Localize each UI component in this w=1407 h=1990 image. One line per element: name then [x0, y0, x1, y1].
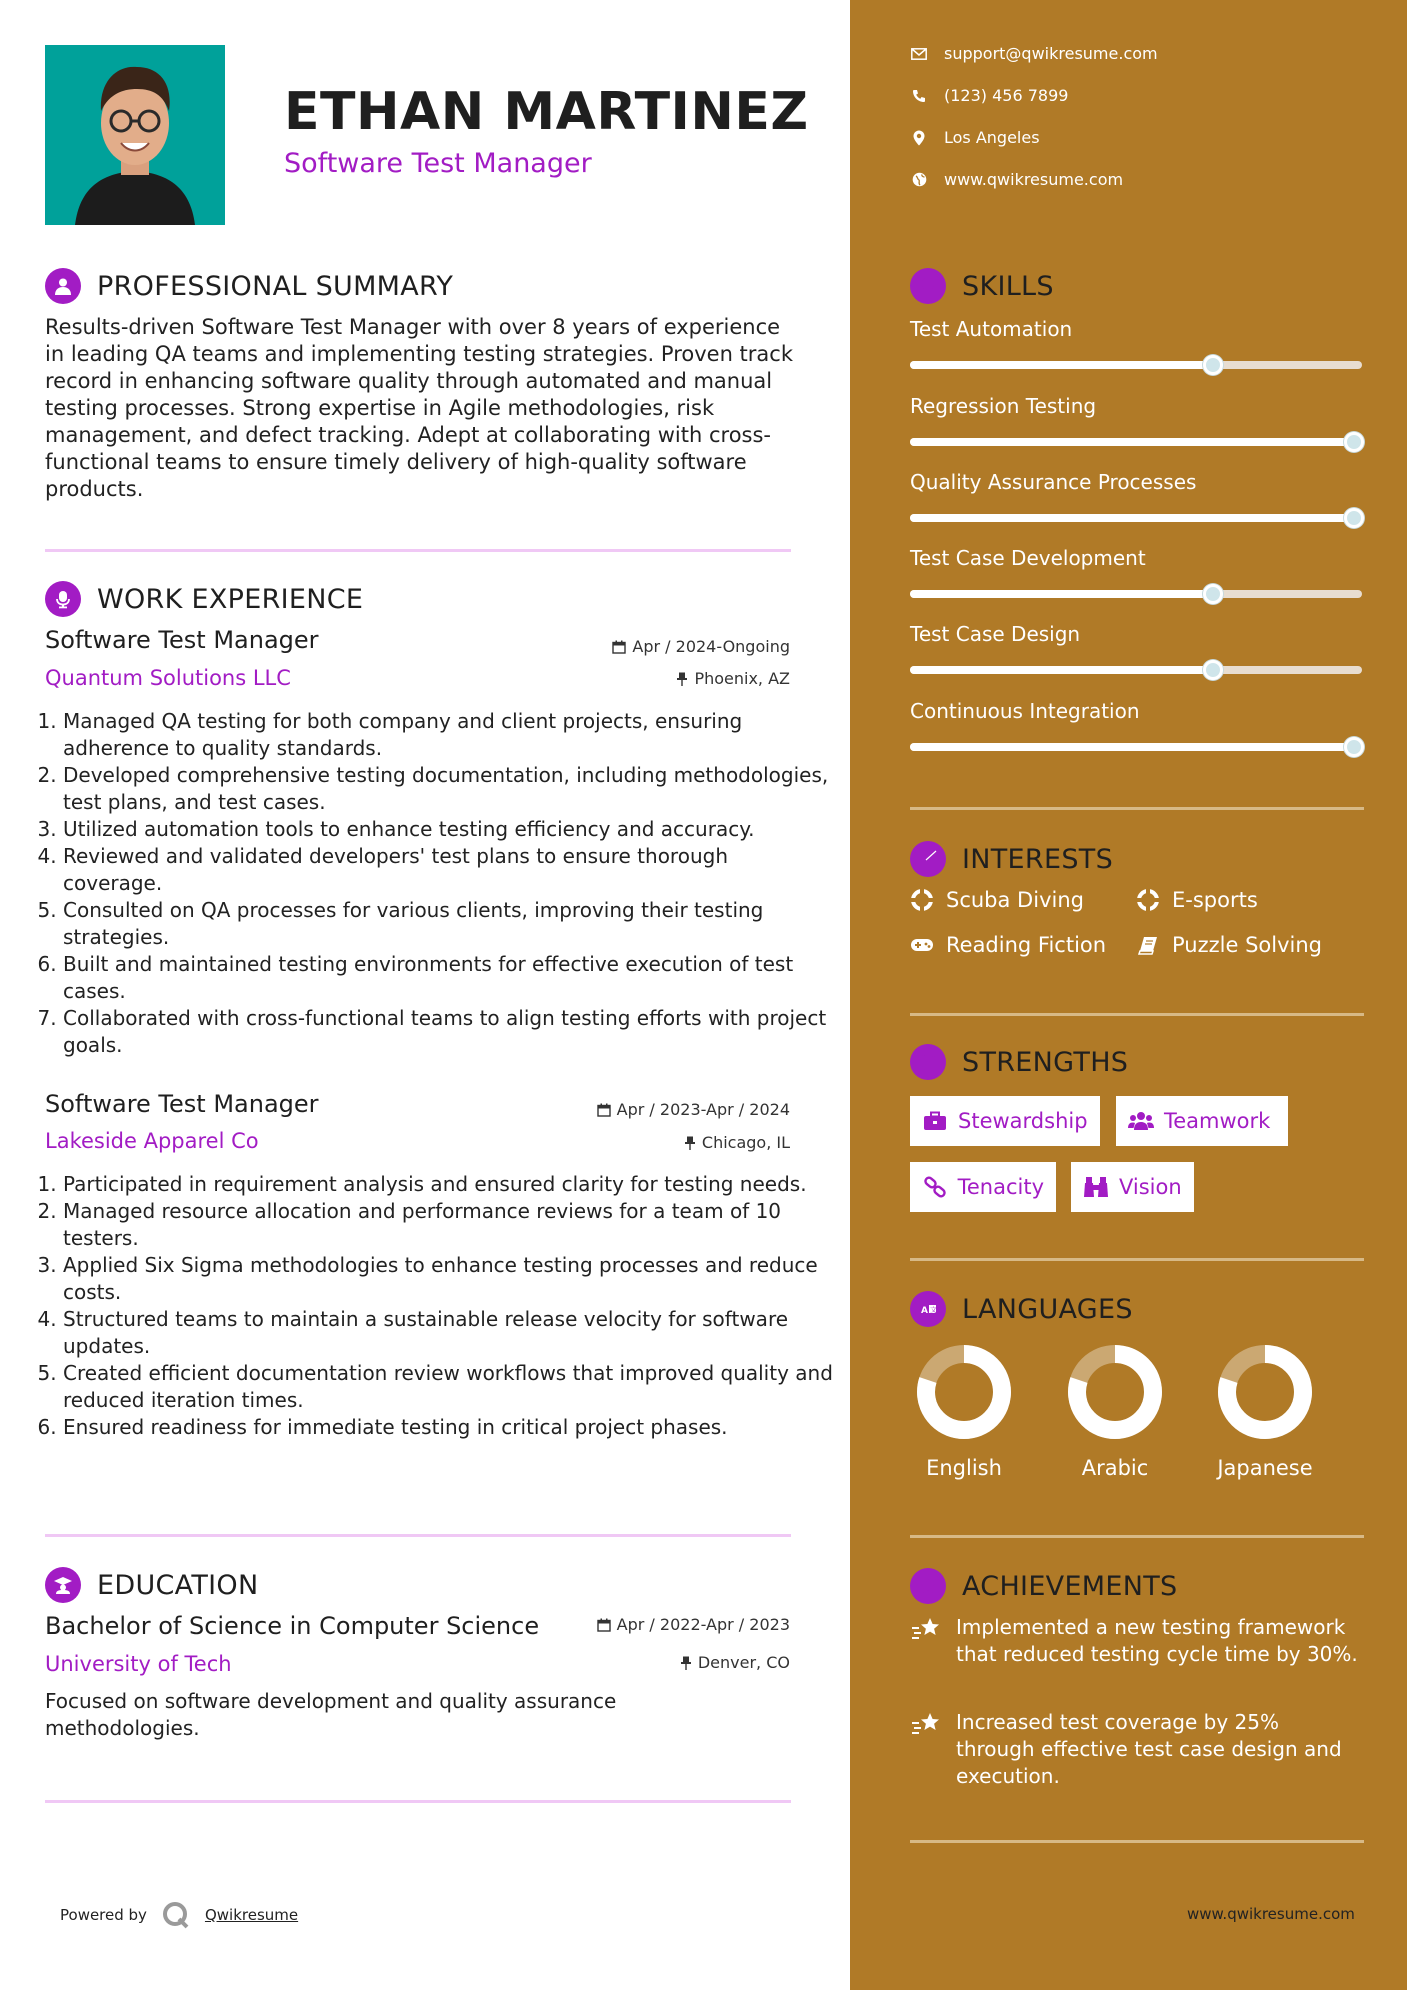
list-item: 1. Managed QA testing for both company and client projects, ensuring adherence to quality standards.: [63, 708, 833, 762]
skill-name: Test Automation: [910, 317, 1073, 341]
strength-label: Tenacity: [957, 1175, 1044, 1199]
education-heading: [45, 1567, 258, 1603]
interests-heading-label: INTERESTS: [962, 843, 1114, 875]
binoculars-icon: [1083, 1174, 1109, 1200]
skills-heading-label: SKILLS: [962, 270, 1054, 302]
interest-label: Reading Fiction: [946, 933, 1107, 957]
experience-heading: [45, 581, 363, 617]
pin-icon: [684, 1136, 696, 1150]
language-ring: [914, 1342, 1014, 1442]
achievement-text: Increased test coverage by 25% through effective test case design and execution.: [956, 1710, 1342, 1788]
skill-bar: [910, 590, 1362, 598]
calendar-icon: [597, 1618, 611, 1632]
divider: [910, 1013, 1364, 1016]
skill-bar-fill: [910, 514, 1362, 522]
powered-by: [60, 1900, 298, 1930]
languages-heading: [910, 1291, 1133, 1327]
contact-phone[interactable]: [910, 86, 1068, 105]
list-item: 5. Created efficient documentation review workflows that improved quality and reduced iteration times.: [63, 1360, 833, 1414]
strength-badge: [1116, 1096, 1288, 1146]
contact-location: [910, 128, 1040, 147]
degree-title: Bachelor of Science in Computer Science: [45, 1612, 540, 1640]
interests-heading: [910, 841, 1113, 877]
globe-icon: [910, 171, 928, 189]
interest-label: E-sports: [1172, 888, 1258, 912]
skill-bar: [910, 514, 1362, 522]
achievement-item: [910, 1709, 1360, 1790]
divider: [910, 1258, 1364, 1261]
list-item: 6. Built and maintained testing environments for effective execution of test cases.: [63, 951, 833, 1005]
lightbulb-icon: [910, 268, 946, 304]
job-duties: [35, 1171, 833, 1441]
school-name: University of Tech: [45, 1652, 232, 1676]
strength-label: Vision: [1119, 1175, 1182, 1199]
skill-name: Test Case Development: [910, 546, 1146, 570]
list-item: 2. Developed comprehensive testing documentation, including methodologies, test plans, and test cases.: [63, 762, 833, 816]
svg-text:A: A: [921, 1306, 928, 1316]
language-name: English: [926, 1456, 1002, 1480]
skill-bar-knob: [1203, 660, 1223, 680]
contact-location-text: Los Angeles: [944, 128, 1040, 147]
job-location-text: Phoenix, AZ: [694, 669, 790, 688]
candidate-name: ETHAN MARTINEZ: [284, 82, 809, 142]
candidate-title: Software Test Manager: [284, 148, 592, 179]
achievement-text: Implemented a new testing framework that reduced testing cycle time by 30%.: [956, 1615, 1358, 1666]
job-title: Software Test Manager: [45, 626, 319, 654]
skills-heading: [910, 268, 1054, 304]
job-duties: [35, 708, 833, 1059]
skill-bar-fill: [910, 666, 1213, 674]
job-company: Quantum Solutions LLC: [45, 666, 291, 690]
interest-item: [910, 888, 1084, 912]
skill-bar: [910, 438, 1362, 446]
language-ring: [1065, 1342, 1165, 1442]
users-icon: [1128, 1108, 1154, 1134]
skill-name: Continuous Integration: [910, 699, 1140, 723]
divider: [910, 807, 1364, 810]
map-pin-icon: [910, 129, 928, 147]
book-icon: [1136, 933, 1160, 957]
pin-icon: [676, 672, 688, 686]
star-badge-icon: [910, 1568, 946, 1604]
briefcase-icon: [922, 1108, 948, 1134]
skill-bar-fill: [910, 438, 1362, 446]
contact-website[interactable]: [910, 170, 1123, 189]
skill-bar-knob: [1344, 737, 1364, 757]
skill-bar-fill: [910, 590, 1213, 598]
contact-website-text: www.qwikresume.com: [944, 170, 1124, 189]
language-item: [1210, 1342, 1320, 1480]
skill-name: Test Case Design: [910, 622, 1081, 646]
list-item: 2. Managed resource allocation and performance reviews for a team of 10 testers.: [63, 1198, 833, 1252]
job-dates: [530, 1100, 790, 1119]
shooting-star-icon: [910, 1709, 942, 1741]
list-item: 4. Reviewed and validated developers' test plans to ensure thorough coverage.: [63, 843, 833, 897]
divider: [910, 1535, 1364, 1538]
divider: [910, 1840, 1364, 1843]
language-item: [1060, 1342, 1170, 1480]
skill-bar: [910, 666, 1362, 674]
education-description: Focused on software development and quality assurance methodologies.: [45, 1689, 617, 1740]
contact-phone-text: (123) 456 7899: [944, 86, 1069, 105]
strength-label: Teamwork: [1164, 1109, 1271, 1133]
interest-item: [1136, 933, 1322, 957]
job-location: [530, 1133, 790, 1152]
skill-bar-knob: [1344, 508, 1364, 528]
interest-item: [1136, 888, 1258, 912]
strength-badge: [1071, 1162, 1194, 1212]
skill-bar: [910, 743, 1362, 751]
envelope-icon: [910, 45, 928, 63]
interest-label: Puzzle Solving: [1172, 933, 1322, 957]
pin-icon: [680, 1656, 692, 1670]
skill-bar-knob: [1203, 355, 1223, 375]
translate-icon: [910, 1291, 946, 1327]
strengths-heading: [910, 1044, 1128, 1080]
list-item: 7. Collaborated with cross-functional teams to align testing efforts with project goals.: [63, 1005, 833, 1059]
powered-by-label: Powered by: [60, 1906, 147, 1924]
education-dates: [530, 1615, 790, 1634]
list-item: 6. Ensured readiness for immediate testing in critical project phases.: [63, 1414, 833, 1441]
divider: [45, 1800, 791, 1803]
achievements-heading-label: ACHIEVEMENTS: [962, 1570, 1178, 1602]
qwikresume-link[interactable]: Qwikresume: [204, 1906, 299, 1924]
microphone-icon: [45, 581, 81, 617]
skill-bar-fill: [910, 743, 1362, 751]
education-location-text: Denver, CO: [697, 1653, 790, 1672]
summary-text: Results-driven Software Test Manager with over 8 years of experience in leading QA teams and implementing testing strategies. Proven track record in enhancing software quality through automated and manual testing processes. Strong expertise in Agile methodologies, risk management, and defect tracking. Adept at collaborating with cross-functional teams to ensure timely delivery of high-quality software products.: [45, 315, 793, 501]
strength-label: Stewardship: [958, 1109, 1088, 1133]
job-dates-text: Apr / 2024-Ongoing: [632, 637, 790, 656]
skill-bar-knob: [1203, 584, 1223, 604]
phone-icon: [910, 87, 928, 105]
footer-website[interactable]: www.qwikresume.com: [1187, 1905, 1355, 1923]
languages-heading-label: LANGUAGES: [962, 1293, 1133, 1325]
list-item: 5. Consulted on QA processes for various clients, improving their testing strategies.: [63, 897, 833, 951]
experience-heading-label: WORK EXPERIENCE: [97, 583, 364, 615]
divider: [45, 549, 791, 552]
lifebuoy-icon: [910, 888, 934, 912]
summary-heading: [45, 268, 453, 304]
user-icon: [45, 268, 81, 304]
list-item: 3. Applied Six Sigma methodologies to enhance testing processes and reduce costs.: [63, 1252, 833, 1306]
graduate-icon: [45, 1567, 81, 1603]
achievement-item: [910, 1614, 1360, 1668]
skill-name: Quality Assurance Processes: [910, 470, 1197, 494]
strengths-heading-label: STRENGTHS: [962, 1046, 1129, 1078]
shooting-star-icon: [910, 1614, 942, 1646]
interest-label: Scuba Diving: [946, 888, 1084, 912]
strength-badge: [910, 1096, 1100, 1146]
skill-name: Regression Testing: [910, 394, 1097, 418]
list-item: 4. Structured teams to maintain a sustainable release velocity for software updates.: [63, 1306, 833, 1360]
link-icon: [922, 1174, 948, 1200]
language-item: [909, 1342, 1019, 1480]
education-heading-label: EDUCATION: [97, 1569, 259, 1601]
language-name: Arabic: [1081, 1456, 1149, 1480]
calendar-icon: [597, 1103, 611, 1117]
list-item: 1. Participated in requirement analysis and ensured clarity for testing needs.: [63, 1171, 833, 1198]
list-item: 3. Utilized automation tools to enhance testing efficiency and accuracy.: [63, 816, 833, 843]
divider: [45, 1534, 791, 1537]
job-dates: [530, 637, 790, 656]
skill-bar: [910, 361, 1362, 369]
interest-item: [910, 933, 1106, 957]
language-name: Japanese: [1217, 1456, 1313, 1480]
skill-bar-fill: [910, 361, 1213, 369]
qwikresume-logo-icon: [161, 1900, 191, 1930]
education-dates-text: Apr / 2022-Apr / 2023: [616, 1615, 790, 1634]
strength-badge: [910, 1162, 1056, 1212]
contact-email[interactable]: [910, 44, 1158, 63]
skill-bar-knob: [1344, 432, 1364, 452]
contact-email-text: support@qwikresume.com: [944, 44, 1158, 63]
summary-heading-label: PROFESSIONAL SUMMARY: [97, 270, 454, 302]
lifebuoy-icon: [1136, 888, 1160, 912]
job-location: [530, 669, 790, 688]
achievements-heading: [910, 1568, 1178, 1604]
gamepad-icon: [910, 933, 934, 957]
language-ring: [1215, 1342, 1315, 1442]
job-dates-text: Apr / 2023-Apr / 2024: [616, 1100, 790, 1119]
svg-text:文: 文: [930, 1306, 937, 1314]
paper-plane-icon: [910, 841, 946, 877]
job-location-text: Chicago, IL: [701, 1133, 790, 1152]
calendar-icon: [612, 640, 626, 654]
job-company: Lakeside Apparel Co: [45, 1129, 259, 1153]
profile-photo: [45, 45, 225, 225]
job-title: Software Test Manager: [45, 1090, 319, 1118]
education-location: [530, 1653, 790, 1672]
fist-icon: [910, 1044, 946, 1080]
